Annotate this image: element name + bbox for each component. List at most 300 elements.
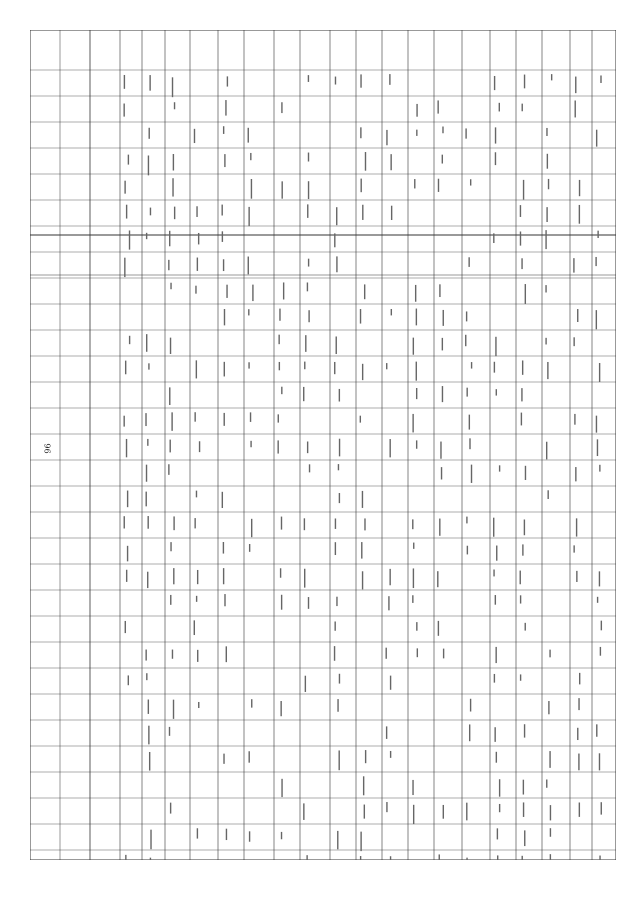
cell-mark (126, 205, 127, 219)
cell-mark (521, 258, 522, 269)
cell-mark (150, 858, 151, 860)
cell-mark (308, 75, 309, 82)
cell-mark (281, 779, 282, 797)
cell-mark (466, 388, 467, 397)
cell-mark (174, 207, 175, 220)
cell-mark (248, 207, 249, 226)
cell-mark (223, 126, 224, 134)
cell-mark (578, 698, 579, 710)
cell-mark (522, 360, 523, 374)
cell-mark (441, 467, 442, 479)
cell-mark (414, 179, 415, 188)
cell-mark (524, 830, 525, 846)
cell-mark (525, 284, 526, 304)
cell-mark (149, 752, 150, 771)
cell-mark (124, 258, 125, 277)
cell-mark (223, 259, 224, 271)
cell-mark (283, 282, 284, 299)
cell-mark (169, 727, 170, 736)
cell-mark (337, 699, 338, 712)
cell-mark (499, 465, 500, 471)
cell-mark (523, 802, 524, 817)
table-grid (30, 30, 616, 860)
cell-mark (360, 856, 361, 860)
cell-mark (308, 310, 309, 322)
cell-mark (601, 621, 602, 631)
cell-mark (339, 674, 340, 684)
cell-mark (596, 724, 597, 736)
cell-mark (524, 724, 525, 737)
cell-mark (573, 258, 574, 272)
cell-mark (173, 154, 174, 171)
cell-mark (173, 568, 174, 584)
cell-mark (222, 231, 223, 242)
cell-mark (390, 856, 391, 860)
cell-mark (575, 77, 576, 94)
cell-mark (547, 490, 548, 499)
cell-mark (596, 416, 597, 433)
cell-mark (579, 180, 580, 196)
cell-mark (194, 129, 195, 143)
cell-mark (520, 674, 521, 680)
cell-mark (548, 179, 549, 189)
cell-mark (416, 440, 417, 448)
cell-mark (494, 727, 495, 742)
cell-mark (279, 309, 280, 321)
cell-mark (413, 543, 414, 549)
cell-mark (413, 338, 414, 355)
cell-mark (413, 805, 414, 824)
cell-mark (170, 440, 171, 453)
cell-mark (416, 309, 417, 326)
cell-mark (579, 802, 580, 816)
cell-mark (437, 571, 438, 587)
cell-mark (599, 571, 600, 586)
cell-mark (339, 493, 340, 503)
cell-mark (442, 338, 443, 351)
cell-mark (199, 441, 200, 452)
cell-mark (386, 130, 387, 145)
cell-mark (466, 803, 467, 821)
cell-mark (196, 491, 197, 498)
rotated-table-sheet (30, 30, 616, 860)
cell-mark (386, 802, 387, 812)
cell-mark (443, 649, 444, 659)
cell-mark (277, 440, 278, 453)
cell-mark (226, 285, 227, 298)
cell-mark (304, 569, 305, 588)
cell-mark (494, 76, 495, 90)
cell-mark (124, 516, 125, 528)
cell-mark (386, 363, 387, 369)
cell-mark (545, 338, 546, 345)
cell-mark (412, 595, 413, 603)
cell-mark (522, 856, 523, 860)
cell-mark (147, 572, 148, 588)
cell-mark (391, 206, 392, 220)
cell-mark (281, 517, 282, 530)
cell-mark (440, 442, 441, 459)
cell-mark (148, 700, 149, 714)
cell-mark (169, 231, 170, 246)
cell-mark (308, 597, 309, 609)
cell-mark (148, 726, 149, 745)
cell-mark (547, 362, 548, 379)
cell-mark (362, 491, 363, 508)
cell-mark (525, 466, 526, 480)
cell-mark (390, 676, 391, 690)
cell-mark (469, 415, 470, 430)
cell-mark (127, 491, 128, 508)
cell-mark (335, 518, 336, 528)
cell-mark (520, 205, 521, 217)
cell-mark (524, 519, 525, 535)
cell-mark (309, 464, 310, 472)
cell-mark (195, 286, 196, 294)
cell-mark (170, 338, 171, 354)
cell-mark (576, 518, 577, 536)
cell-mark (170, 595, 171, 605)
cell-mark (546, 128, 547, 136)
cell-mark (389, 439, 390, 457)
cell-mark (224, 594, 225, 606)
cell-mark (442, 155, 443, 164)
cell-mark (279, 362, 280, 370)
cell-mark (595, 257, 596, 266)
cell-mark (545, 285, 546, 292)
cell-mark (224, 154, 225, 167)
cell-mark (360, 832, 361, 851)
cell-mark (550, 828, 551, 837)
cell-mark (364, 518, 365, 530)
cell-mark (417, 648, 418, 657)
cell-mark (495, 647, 496, 663)
cell-mark (307, 282, 308, 291)
cell-mark (524, 75, 525, 89)
cell-mark (415, 285, 416, 302)
cell-mark (599, 465, 600, 472)
cell-mark (547, 154, 548, 169)
cell-mark (493, 518, 494, 537)
cell-mark (174, 102, 175, 109)
cell-mark (599, 363, 600, 382)
cell-mark (251, 179, 252, 199)
cell-mark (520, 571, 521, 585)
cell-mark (339, 389, 340, 402)
cell-mark (496, 546, 497, 561)
cell-mark (360, 74, 361, 87)
cell-mark (550, 805, 551, 820)
cell-mark (597, 439, 598, 456)
cell-mark (173, 700, 174, 719)
cell-mark (128, 675, 129, 685)
cell-mark (365, 750, 366, 763)
cell-mark (224, 362, 225, 377)
cell-mark (439, 854, 440, 860)
cell-mark (170, 283, 171, 289)
cell-mark (523, 180, 524, 200)
cell-mark (470, 699, 471, 712)
cell-mark (146, 492, 147, 507)
cell-mark (248, 751, 249, 762)
cell-mark (250, 153, 251, 160)
cell-mark (196, 206, 197, 217)
cell-mark (307, 441, 308, 453)
cell-mark (364, 805, 365, 819)
cell-mark (412, 519, 413, 529)
cell-mark (250, 441, 251, 447)
cell-mark (416, 362, 417, 381)
cell-mark (196, 596, 197, 602)
cell-mark (599, 753, 600, 770)
cell-mark (365, 152, 366, 171)
cell-mark (389, 74, 390, 85)
cell-mark (362, 364, 363, 380)
cell-mark (495, 337, 496, 356)
cell-mark (600, 647, 601, 656)
cell-mark (336, 336, 337, 354)
cell-mark (281, 387, 282, 394)
cell-mark (493, 569, 494, 576)
cell-mark (194, 412, 195, 421)
cell-mark (168, 464, 169, 475)
cell-mark (386, 648, 387, 659)
cell-mark (126, 570, 127, 582)
cell-mark (361, 542, 362, 559)
cell-mark (282, 181, 283, 198)
cell-mark (601, 802, 602, 814)
cell-mark (495, 595, 496, 605)
cell-mark (596, 310, 597, 329)
cell-mark (147, 439, 148, 446)
cell-mark (520, 232, 521, 246)
cell-mark (171, 412, 172, 431)
cell-mark (438, 621, 439, 636)
cell-mark (471, 465, 472, 483)
cell-mark (597, 231, 598, 238)
cell-mark (224, 309, 225, 325)
cell-mark (466, 311, 467, 321)
cell-mark (304, 518, 305, 530)
cell-mark (496, 752, 497, 763)
cell-mark (499, 103, 500, 112)
cell-mark (338, 750, 339, 770)
cell-mark (335, 77, 336, 85)
cell-mark (362, 571, 363, 589)
cell-mark (146, 465, 147, 482)
cell-mark (416, 104, 417, 117)
cell-mark (416, 622, 417, 631)
cell-mark (596, 130, 597, 147)
cell-mark (308, 153, 309, 162)
cell-mark (252, 285, 253, 301)
cell-mark (281, 102, 282, 113)
cell-mark (248, 257, 249, 275)
cell-mark (172, 77, 173, 97)
cell-mark (249, 831, 250, 841)
cell-mark (123, 416, 124, 427)
cell-text-marks (123, 74, 602, 860)
cell-mark (146, 673, 147, 680)
cell-mark (578, 754, 579, 771)
cell-mark (249, 544, 250, 552)
cell-mark (577, 728, 578, 740)
cell-mark (360, 127, 361, 138)
cell-mark (304, 362, 305, 370)
cell-mark (125, 621, 126, 633)
cell-mark (148, 155, 149, 175)
cell-mark (222, 492, 223, 508)
cell-mark (198, 702, 199, 708)
cell-mark (579, 205, 580, 224)
cell-mark (499, 779, 500, 796)
cell-mark (145, 650, 146, 661)
cell-mark (522, 104, 523, 112)
cell-mark (129, 336, 130, 344)
cell-mark (577, 309, 578, 322)
cell-mark (305, 335, 306, 352)
cell-mark (439, 519, 440, 536)
cell-mark (127, 546, 128, 562)
cell-mark (227, 76, 228, 86)
cell-mark (221, 205, 222, 216)
cell-mark (303, 803, 304, 820)
cell-mark (521, 413, 522, 426)
cell-mark (197, 828, 198, 838)
cell-mark (360, 416, 361, 423)
cell-mark (471, 362, 472, 368)
cell-mark (573, 545, 574, 552)
cell-mark (437, 100, 438, 113)
cell-mark (574, 414, 575, 425)
cell-mark (224, 413, 225, 426)
cell-mark (226, 829, 227, 840)
cell-mark (439, 284, 440, 297)
cell-mark (334, 233, 335, 247)
cell-mark (126, 439, 127, 457)
cell-mark (336, 256, 337, 272)
cell-mark (497, 828, 498, 839)
cell-mark (226, 646, 227, 662)
cell-mark (146, 233, 147, 239)
cell-mark (129, 230, 130, 249)
cell-mark (196, 360, 197, 378)
cell-mark (223, 568, 224, 584)
cell-mark (334, 646, 335, 661)
cell-mark (168, 260, 169, 270)
cell-mark (466, 517, 467, 524)
cell-mark (465, 335, 466, 346)
cell-mark (251, 699, 252, 707)
cell-mark (494, 674, 495, 683)
cell-mark (197, 258, 198, 271)
cell-mark (522, 544, 523, 555)
cell-mark (281, 595, 282, 610)
cell-mark (146, 334, 147, 352)
cell-mark (194, 518, 195, 528)
cell-mark (442, 127, 443, 134)
cell-mark (470, 179, 471, 185)
cell-mark (438, 179, 439, 192)
cell-mark (194, 620, 195, 635)
cell-mark (280, 568, 281, 577)
cell-mark (495, 127, 496, 143)
cell-mark (339, 439, 340, 457)
cell-mark (336, 597, 337, 606)
cell-mark (307, 204, 308, 217)
cell-mark (360, 309, 361, 324)
cell-mark (573, 337, 574, 346)
cell-mark (305, 676, 306, 692)
cell-mark (303, 387, 304, 401)
cell-mark (597, 597, 598, 603)
cell-mark (546, 207, 547, 222)
cell-mark (198, 233, 199, 244)
cell-mark (575, 100, 576, 117)
cell-mark (306, 855, 307, 860)
cell-mark (416, 388, 417, 399)
cell-mark (124, 75, 125, 89)
cell-mark (495, 152, 496, 165)
cell-mark (337, 831, 338, 849)
cell-mark (546, 442, 547, 460)
cell-mark (465, 128, 466, 138)
cell-mark (360, 179, 361, 193)
cell-mark (545, 230, 546, 249)
cell-mark (148, 363, 149, 369)
cell-mark (334, 362, 335, 374)
cell-mark (128, 155, 129, 165)
cell-mark (363, 776, 364, 795)
cell-mark (308, 181, 309, 199)
cell-mark (150, 830, 151, 850)
cell-mark (549, 751, 550, 768)
cell-mark (150, 208, 151, 216)
cell-mark (308, 259, 309, 267)
cell-mark (494, 362, 495, 373)
table-outer (30, 30, 616, 860)
cell-mark (468, 257, 469, 267)
cell-mark (123, 104, 124, 117)
cell-mark (546, 779, 547, 787)
cell-mark (391, 309, 392, 315)
cell-mark (549, 650, 550, 658)
cell-mark (442, 386, 443, 402)
cell-mark (248, 309, 249, 315)
cell-mark (169, 387, 170, 405)
cell-mark (600, 75, 601, 83)
cell-mark (147, 516, 148, 529)
cell-mark (389, 569, 390, 585)
cell-mark (248, 128, 249, 143)
cell-mark (278, 414, 279, 422)
cell-mark (416, 130, 417, 136)
cell-mark (149, 128, 150, 139)
cell-mark (173, 516, 174, 530)
cell-mark (280, 701, 281, 716)
cell-mark (149, 75, 150, 91)
cell-mark (338, 464, 339, 470)
cell-mark (225, 100, 226, 116)
cell-mark (412, 414, 413, 433)
cell-mark (170, 542, 171, 551)
cell-mark (125, 361, 126, 375)
cell-mark (467, 546, 468, 555)
cell-mark (281, 832, 282, 839)
cell-mark (335, 542, 336, 555)
page-number: 96 (43, 443, 53, 454)
cell-mark (145, 413, 146, 426)
